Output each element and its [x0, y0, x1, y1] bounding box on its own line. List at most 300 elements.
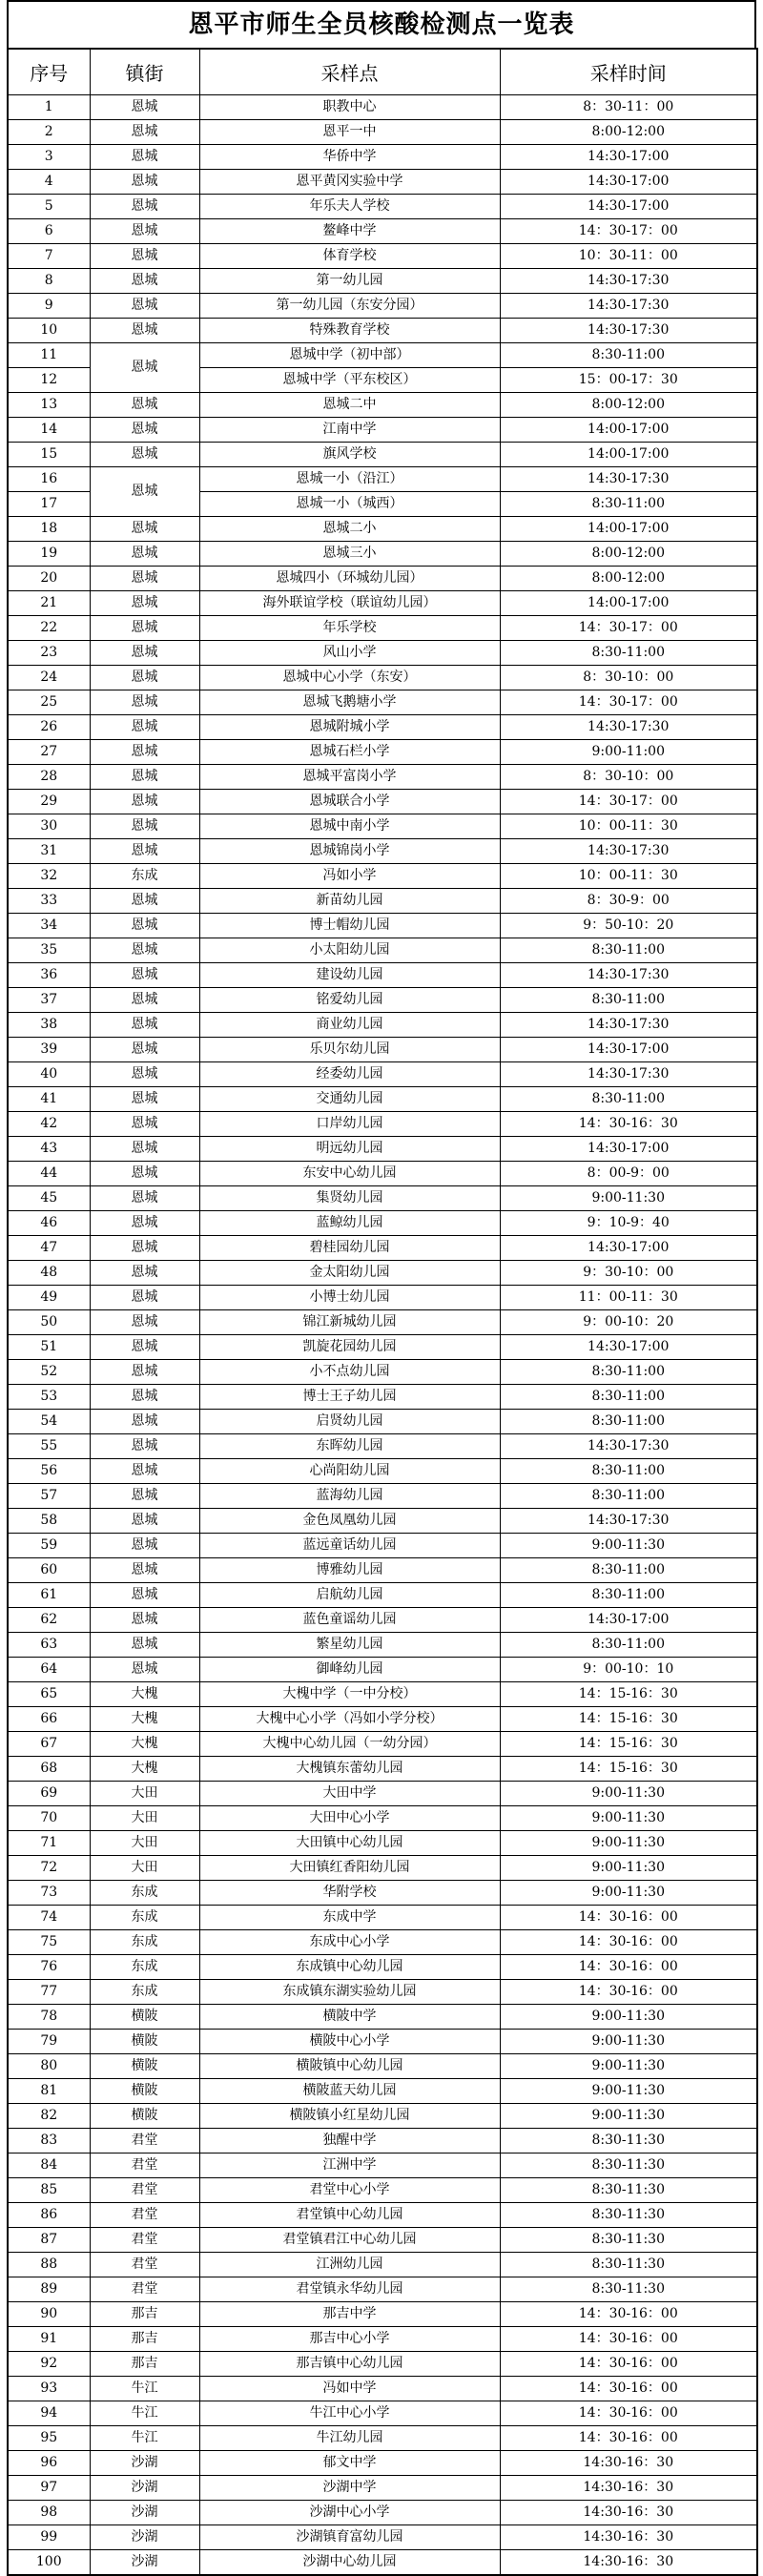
- table-row: [8, 2104, 757, 2129]
- cell-no: 16: [8, 467, 90, 492]
- cell-site: 恩城二小: [199, 517, 500, 542]
- table-row: [8, 2253, 757, 2277]
- cell-town: 恩城: [90, 95, 199, 120]
- table-row: [8, 2377, 757, 2401]
- cell-town: 恩城: [90, 567, 199, 591]
- cell-time: 14：15-16：30: [500, 1732, 757, 1757]
- cell-no: 84: [8, 2154, 90, 2178]
- cell-site: 恩城一小（城西）: [199, 492, 500, 517]
- cell-time: 8：30-10：00: [500, 765, 757, 790]
- cell-no: 58: [8, 1509, 90, 1534]
- cell-no: 17: [8, 492, 90, 517]
- cell-town: 恩城: [90, 641, 199, 666]
- cell-site: 江洲中学: [199, 2154, 500, 2178]
- table-row: [8, 2203, 757, 2228]
- cell-no: 23: [8, 641, 90, 666]
- cell-site: 恩城平富岗小学: [199, 765, 500, 790]
- cell-town: 君堂: [90, 2178, 199, 2203]
- cell-no: 14: [8, 418, 90, 443]
- table-row: [8, 145, 757, 170]
- cell-site: 东晖幼儿园: [199, 1434, 500, 1459]
- cell-time: 14:30-17:30: [500, 1509, 757, 1534]
- table-row: [8, 2401, 757, 2426]
- cell-town: 恩城: [90, 715, 199, 740]
- cell-no: 79: [8, 2030, 90, 2054]
- cell-site: 冯如中学: [199, 2377, 500, 2401]
- cell-no: 73: [8, 1881, 90, 1906]
- cell-town: 君堂: [90, 2228, 199, 2253]
- cell-site: 沙湖中学: [199, 2476, 500, 2501]
- cell-no: 82: [8, 2104, 90, 2129]
- cell-time: 9:00-11:30: [500, 1831, 757, 1856]
- cell-site: 明远幼儿园: [199, 1137, 500, 1162]
- table-row: [8, 1062, 757, 1087]
- cell-time: 14：30-16：00: [500, 2352, 757, 2377]
- cell-site: 恩城四小（环城幼儿园）: [199, 567, 500, 591]
- cell-site: 第一幼儿园: [199, 269, 500, 294]
- cell-no: 83: [8, 2129, 90, 2154]
- cell-time: 14：30-16：00: [500, 1930, 757, 1955]
- cell-no: 75: [8, 1930, 90, 1955]
- table-row: [8, 393, 757, 418]
- cell-no: 90: [8, 2302, 90, 2327]
- table-row: [8, 616, 757, 641]
- cell-time: 9:00-11:30: [500, 2005, 757, 2030]
- header-town: 镇街: [90, 49, 199, 95]
- cell-no: 98: [8, 2501, 90, 2525]
- table-row: [8, 1137, 757, 1162]
- cell-no: 19: [8, 542, 90, 567]
- cell-time: 14：30-16：00: [500, 2401, 757, 2426]
- cell-town: 恩城: [90, 1608, 199, 1633]
- cell-time: 9:00-11:30: [500, 2104, 757, 2129]
- table-row: [8, 1980, 757, 2005]
- cell-time: 14:00-17:00: [500, 591, 757, 616]
- cell-site: 沙湖镇育富幼儿园: [199, 2525, 500, 2550]
- cell-time: 14：15-16：30: [500, 1682, 757, 1707]
- cell-site: 横陂中学: [199, 2005, 500, 2030]
- cell-town: 恩城: [90, 914, 199, 938]
- cell-town: 恩城: [90, 443, 199, 467]
- table-row: [8, 1385, 757, 1410]
- cell-time: 14:30-17:30: [500, 1062, 757, 1087]
- cell-no: 57: [8, 1484, 90, 1509]
- cell-no: 40: [8, 1062, 90, 1087]
- table-body: [8, 95, 757, 2576]
- cell-site: 凯旋花园幼儿园: [199, 1335, 500, 1360]
- cell-no: 41: [8, 1087, 90, 1112]
- cell-time: 9:00-11:00: [500, 740, 757, 765]
- cell-time: 14：15-16：30: [500, 1707, 757, 1732]
- table-row: [8, 443, 757, 467]
- cell-town: 东成: [90, 1881, 199, 1906]
- cell-no: 35: [8, 938, 90, 963]
- cell-town: 恩城: [90, 393, 199, 418]
- cell-town: 大田: [90, 1831, 199, 1856]
- cell-town: 恩城: [90, 1211, 199, 1236]
- table-row: [8, 1038, 757, 1062]
- cell-time: 10：00-11：30: [500, 814, 757, 839]
- cell-no: 38: [8, 1013, 90, 1038]
- cell-site: 恩城中学（初中部）: [199, 343, 500, 368]
- cell-town: 君堂: [90, 2277, 199, 2302]
- cell-time: 8:00-12:00: [500, 393, 757, 418]
- cell-site: 郁文中学: [199, 2451, 500, 2476]
- cell-town: 恩城: [90, 1534, 199, 1558]
- table-row: [8, 269, 757, 294]
- cell-time: 8:30-11:00: [500, 938, 757, 963]
- cell-no: 43: [8, 1137, 90, 1162]
- cell-town: 恩城: [90, 145, 199, 170]
- cell-town: 恩城: [90, 343, 199, 393]
- cell-no: 32: [8, 864, 90, 889]
- table-row: [8, 1658, 757, 1682]
- cell-site: 华附学校: [199, 1881, 500, 1906]
- table-row: [8, 2327, 757, 2352]
- cell-town: 恩城: [90, 170, 199, 195]
- cell-time: 8:30-11:00: [500, 1583, 757, 1608]
- cell-site: 大槐镇东蕾幼儿园: [199, 1757, 500, 1782]
- cell-time: 14：30-16：00: [500, 1980, 757, 2005]
- cell-site: 君堂镇永华幼儿园: [199, 2277, 500, 2302]
- cell-no: 80: [8, 2054, 90, 2079]
- cell-site: 冯如小学: [199, 864, 500, 889]
- cell-no: 12: [8, 368, 90, 393]
- cell-site: 海外联谊学校（联谊幼儿园）: [199, 591, 500, 616]
- cell-site: 那吉中学: [199, 2302, 500, 2327]
- cell-time: 14：30-17：00: [500, 616, 757, 641]
- cell-time: 14:00-17:00: [500, 443, 757, 467]
- cell-no: 39: [8, 1038, 90, 1062]
- cell-no: 13: [8, 393, 90, 418]
- cell-time: 14:30-17:30: [500, 839, 757, 864]
- cell-town: 恩城: [90, 1112, 199, 1137]
- cell-town: 东成: [90, 1906, 199, 1930]
- table-row: [8, 2426, 757, 2451]
- cell-site: 小博士幼儿园: [199, 1286, 500, 1310]
- table-row: [8, 1286, 757, 1310]
- cell-no: 85: [8, 2178, 90, 2203]
- table-row: [8, 988, 757, 1013]
- cell-time: 8：00-9：00: [500, 1162, 757, 1186]
- cell-no: 22: [8, 616, 90, 641]
- cell-site: 恩城一小（沿江）: [199, 467, 500, 492]
- cell-time: 8:30-11:30: [500, 2228, 757, 2253]
- table-row: [8, 1881, 757, 1906]
- cell-town: 横陂: [90, 2079, 199, 2104]
- cell-site: 恩城附城小学: [199, 715, 500, 740]
- cell-site: 恩平黄冈实验中学: [199, 170, 500, 195]
- cell-no: 88: [8, 2253, 90, 2277]
- cell-time: 14:30-17:30: [500, 467, 757, 492]
- table-row: [8, 814, 757, 839]
- cell-town: 恩城: [90, 1484, 199, 1509]
- cell-time: 8:30-11:00: [500, 1087, 757, 1112]
- cell-time: 8:30-11:00: [500, 1410, 757, 1434]
- cell-time: 9：00-10：20: [500, 1310, 757, 1335]
- cell-no: 25: [8, 690, 90, 715]
- cell-no: 33: [8, 889, 90, 914]
- cell-site: 恩城中心小学（东安）: [199, 666, 500, 690]
- cell-town: 沙湖: [90, 2451, 199, 2476]
- cell-town: 恩城: [90, 740, 199, 765]
- cell-site: 东成中学: [199, 1906, 500, 1930]
- cell-time: 14：30-16：00: [500, 1906, 757, 1930]
- cell-site: 风山小学: [199, 641, 500, 666]
- cell-site: 大槐中心幼儿园（一幼分园）: [199, 1732, 500, 1757]
- cell-town: 恩城: [90, 1286, 199, 1310]
- test-site-table: [7, 48, 758, 2576]
- cell-town: 恩城: [90, 219, 199, 244]
- table-row: [8, 2501, 757, 2525]
- cell-time: 14：30-16：00: [500, 2302, 757, 2327]
- table-row: [8, 690, 757, 715]
- cell-time: 14:00-17:00: [500, 418, 757, 443]
- cell-time: 8:30-11:00: [500, 988, 757, 1013]
- cell-town: 恩城: [90, 1658, 199, 1682]
- cell-no: 27: [8, 740, 90, 765]
- cell-site: 博士王子幼儿园: [199, 1385, 500, 1410]
- cell-time: 8:30-11:00: [500, 343, 757, 368]
- cell-town: 牛江: [90, 2401, 199, 2426]
- table-row: [8, 2054, 757, 2079]
- cell-site: 蓝色童谣幼儿园: [199, 1608, 500, 1633]
- cell-site: 横陂镇中心幼儿园: [199, 2054, 500, 2079]
- cell-site: 那吉镇中心幼儿园: [199, 2352, 500, 2377]
- table-row: [8, 1633, 757, 1658]
- cell-site: 蓝远童话幼儿园: [199, 1534, 500, 1558]
- cell-site: 第一幼儿园（东安分园）: [199, 294, 500, 319]
- cell-no: 3: [8, 145, 90, 170]
- cell-no: 46: [8, 1211, 90, 1236]
- table-row: [8, 2129, 757, 2154]
- cell-town: 君堂: [90, 2129, 199, 2154]
- cell-no: 51: [8, 1335, 90, 1360]
- cell-no: 71: [8, 1831, 90, 1856]
- cell-site: 恩城三小: [199, 542, 500, 567]
- cell-time: 14：30-16：00: [500, 2426, 757, 2451]
- cell-town: 大槐: [90, 1757, 199, 1782]
- cell-no: 37: [8, 988, 90, 1013]
- cell-time: 14:30-17:00: [500, 1137, 757, 1162]
- cell-town: 恩城: [90, 1509, 199, 1534]
- table-row: [8, 542, 757, 567]
- table-row: [8, 2228, 757, 2253]
- cell-site: 大槐中学（一中分校）: [199, 1682, 500, 1707]
- cell-no: 97: [8, 2476, 90, 2501]
- table-row: [8, 2154, 757, 2178]
- cell-site: 口岸幼儿园: [199, 1112, 500, 1137]
- cell-site: 小太阳幼儿园: [199, 938, 500, 963]
- cell-no: 65: [8, 1682, 90, 1707]
- cell-time: 8:30-11:00: [500, 1484, 757, 1509]
- cell-no: 45: [8, 1186, 90, 1211]
- table-row: [8, 839, 757, 864]
- table-row: [8, 864, 757, 889]
- cell-town: 东成: [90, 864, 199, 889]
- cell-time: 8:30-11:00: [500, 1459, 757, 1484]
- table-row: [8, 2476, 757, 2501]
- cell-site: 鳌峰中学: [199, 219, 500, 244]
- cell-no: 28: [8, 765, 90, 790]
- cell-no: 55: [8, 1434, 90, 1459]
- cell-town: 东成: [90, 1980, 199, 2005]
- cell-no: 5: [8, 195, 90, 219]
- cell-site: 君堂镇君江中心幼儿园: [199, 2228, 500, 2253]
- cell-time: 8:30-11:30: [500, 2154, 757, 2178]
- cell-time: 8:30-11:00: [500, 1385, 757, 1410]
- cell-no: 68: [8, 1757, 90, 1782]
- cell-time: 9:00-11:30: [500, 1881, 757, 1906]
- cell-site: 蓝鲸幼儿园: [199, 1211, 500, 1236]
- cell-site: 君堂中心小学: [199, 2178, 500, 2203]
- table-row: [8, 2030, 757, 2054]
- cell-town: 恩城: [90, 690, 199, 715]
- cell-town: 恩城: [90, 418, 199, 443]
- cell-site: 年乐夫人学校: [199, 195, 500, 219]
- cell-time: 8:30-11:30: [500, 2129, 757, 2154]
- cell-town: 恩城: [90, 889, 199, 914]
- table-row: [8, 1856, 757, 1881]
- cell-town: 恩城: [90, 1310, 199, 1335]
- cell-time: 14:30-16：30: [500, 2451, 757, 2476]
- cell-town: 恩城: [90, 1434, 199, 1459]
- cell-site: 职教中心: [199, 95, 500, 120]
- cell-time: 14：30-16：00: [500, 1955, 757, 1980]
- cell-time: 14:30-17:00: [500, 1335, 757, 1360]
- table-row: [8, 1707, 757, 1732]
- table-row: [8, 1236, 757, 1261]
- cell-town: 大槐: [90, 1732, 199, 1757]
- cell-no: 61: [8, 1583, 90, 1608]
- table-row: [8, 914, 757, 938]
- spreadsheet: [7, 0, 756, 2576]
- cell-town: 沙湖: [90, 2550, 199, 2576]
- cell-no: 8: [8, 269, 90, 294]
- cell-town: 君堂: [90, 2253, 199, 2277]
- cell-site: 启航幼儿园: [199, 1583, 500, 1608]
- cell-town: 恩城: [90, 269, 199, 294]
- cell-no: 72: [8, 1856, 90, 1881]
- cell-town: 那吉: [90, 2327, 199, 2352]
- cell-no: 70: [8, 1806, 90, 1831]
- cell-town: 沙湖: [90, 2476, 199, 2501]
- cell-site: 恩城二中: [199, 393, 500, 418]
- cell-site: 横陂中心小学: [199, 2030, 500, 2054]
- cell-town: 恩城: [90, 195, 199, 219]
- table-row: [8, 1930, 757, 1955]
- cell-town: 君堂: [90, 2154, 199, 2178]
- cell-site: 碧桂园幼儿园: [199, 1236, 500, 1261]
- cell-time: 8:30-11:00: [500, 1633, 757, 1658]
- cell-time: 14:30-17:00: [500, 170, 757, 195]
- cell-town: 那吉: [90, 2352, 199, 2377]
- table-row: [8, 120, 757, 145]
- table-row: [8, 1906, 757, 1930]
- cell-site: 东成中心小学: [199, 1930, 500, 1955]
- table-row: [8, 1410, 757, 1434]
- table-row: [8, 963, 757, 988]
- table-row: [8, 2550, 757, 2576]
- cell-no: 60: [8, 1558, 90, 1583]
- cell-site: 江南中学: [199, 418, 500, 443]
- cell-time: 8:30-11:00: [500, 641, 757, 666]
- cell-time: 9：10-9：40: [500, 1211, 757, 1236]
- cell-site: 特殊教育学校: [199, 319, 500, 343]
- table-row: [8, 1211, 757, 1236]
- table-row: [8, 2451, 757, 2476]
- table-row: [8, 1310, 757, 1335]
- cell-site: 大槐中心小学（冯如小学分校）: [199, 1707, 500, 1732]
- header-no: 序号: [8, 49, 90, 95]
- cell-time: 14:30-17:30: [500, 294, 757, 319]
- cell-time: 14:30-16：30: [500, 2525, 757, 2550]
- table-row: [8, 95, 757, 120]
- cell-town: 大槐: [90, 1682, 199, 1707]
- cell-site: 沙湖中心小学: [199, 2501, 500, 2525]
- cell-time: 8:00-12:00: [500, 120, 757, 145]
- cell-no: 49: [8, 1286, 90, 1310]
- cell-time: 14:00-17:00: [500, 517, 757, 542]
- cell-town: 恩城: [90, 294, 199, 319]
- cell-town: 横陂: [90, 2005, 199, 2030]
- table-row: [8, 1831, 757, 1856]
- cell-time: 14:30-16：30: [500, 2476, 757, 2501]
- cell-no: 66: [8, 1707, 90, 1732]
- cell-no: 15: [8, 443, 90, 467]
- cell-site: 大田中心小学: [199, 1806, 500, 1831]
- cell-town: 大槐: [90, 1707, 199, 1732]
- table-row: [8, 1782, 757, 1806]
- header-row: [8, 49, 757, 95]
- cell-town: 恩城: [90, 963, 199, 988]
- cell-no: 81: [8, 2079, 90, 2104]
- cell-site: 牛江幼儿园: [199, 2426, 500, 2451]
- table-row: [8, 740, 757, 765]
- table-row: [8, 517, 757, 542]
- cell-site: 建设幼儿园: [199, 963, 500, 988]
- cell-no: 74: [8, 1906, 90, 1930]
- cell-town: 恩城: [90, 988, 199, 1013]
- cell-town: 沙湖: [90, 2501, 199, 2525]
- table-row: [8, 1509, 757, 1534]
- cell-site: 恩城联合小学: [199, 790, 500, 814]
- cell-site: 经委幼儿园: [199, 1062, 500, 1087]
- cell-town: 恩城: [90, 1186, 199, 1211]
- cell-town: 大田: [90, 1856, 199, 1881]
- cell-town: 恩城: [90, 1385, 199, 1410]
- table-row: [8, 2277, 757, 2302]
- cell-no: 53: [8, 1385, 90, 1410]
- cell-time: 14:30-17:30: [500, 269, 757, 294]
- table-row: [8, 1013, 757, 1038]
- cell-time: 9:00-11:30: [500, 2030, 757, 2054]
- cell-time: 9：50-10：20: [500, 914, 757, 938]
- table-row: [8, 1261, 757, 1286]
- cell-town: 恩城: [90, 765, 199, 790]
- cell-town: 恩城: [90, 839, 199, 864]
- cell-town: 恩城: [90, 938, 199, 963]
- cell-site: 博士帽幼儿园: [199, 914, 500, 938]
- cell-site: 旗风学校: [199, 443, 500, 467]
- cell-town: 大田: [90, 1806, 199, 1831]
- table-row: [8, 1162, 757, 1186]
- cell-time: 9：00-10：10: [500, 1658, 757, 1682]
- table-row: [8, 666, 757, 690]
- cell-time: 14：30-16：00: [500, 2377, 757, 2401]
- table-row: [8, 1757, 757, 1782]
- table-row: [8, 1732, 757, 1757]
